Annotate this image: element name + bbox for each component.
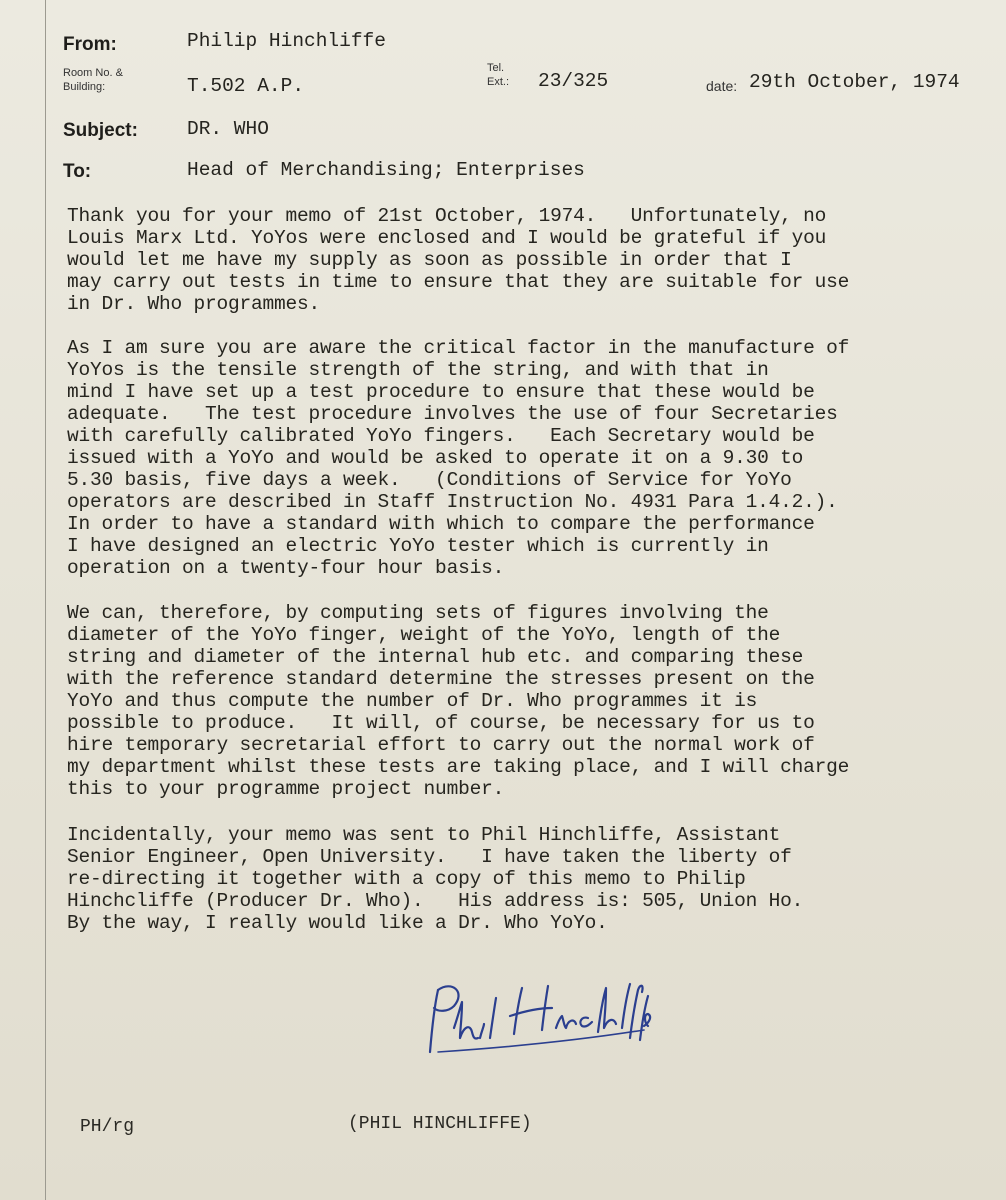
- body-paragraph-1: Thank you for your memo of 21st October, 1974. Unfortunately, no Louis Marx Ltd. YoYos were enclosed and I would be grateful if you would let me have my supply as soon as possible in order that I may carry out tests in time to ensure that they are suitable for use in Dr. Who programmes.: [67, 205, 850, 315]
- handwritten-signature: [418, 968, 653, 1063]
- margin-rule: [45, 0, 46, 1200]
- body-paragraph-2: As I am sure you are aware the critical factor in the manufacture of YoYos is the tensile strength of the string, and with that in mind I have set up a test procedure to ensure that these would be adequate. The test procedure involves the use of four Secretaries with carefully calibrated YoYo fingers. Each Secretary would be issued with a YoYo and would be asked to operate it on a 9.30 to 5.30 basis, five days a week. (Conditions of Service for YoYo operators are described in Staff Instruction No. 4931 Para 1.4.2.). In order to have a standard with which to compare the performance I have designed an electric YoYo tester which is currently in operation on a twenty-four hour basis.: [67, 337, 850, 579]
- subject-label: Subject:: [63, 120, 138, 141]
- date-label: date:: [706, 78, 738, 94]
- room-value: T.502 A.P.: [187, 75, 305, 97]
- tel-label-line2: Ext.:: [487, 76, 510, 88]
- room-label-line2: Building:: [63, 81, 106, 93]
- to-value: Head of Merchandising; Enterprises: [187, 159, 585, 181]
- typed-name: (PHIL HINCHLIFFE): [348, 1114, 532, 1134]
- date-value: 29th October, 1974: [749, 71, 960, 93]
- from-label: From:: [63, 34, 117, 55]
- from-value: Philip Hinchliffe: [187, 30, 386, 52]
- reference-initials: PH/rg: [80, 1117, 135, 1137]
- body-paragraph-3: We can, therefore, by computing sets of figures involving the diameter of the YoYo finger, weight of the YoYo, length of the string and diameter of the internal hub etc. and comparing these with the reference standard determine the stresses present on the YoYo and thus compute the number of Dr. Who programmes it is possible to produce. It will, of course, be necessary for us to hire temporary secretarial effort to carry out the normal work of my department whilst these tests are taking place, and I will charge this to your programme project number.: [67, 602, 850, 800]
- room-label-line1: Room No. &: [63, 67, 123, 79]
- to-label: To:: [63, 161, 92, 182]
- tel-label-line1: Tel.: [487, 62, 505, 74]
- body-paragraph-4: Incidentally, your memo was sent to Phil Hinchliffe, Assistant Senior Engineer, Open University. I have taken the liberty of re-directing it together with a copy of this memo to Philip Hinchcliffe (Producer Dr. Who). His address is: 505, Union Ho. By the way, I really would like a Dr. Who YoYo.: [67, 824, 804, 934]
- tel-value: 23/325: [538, 70, 609, 92]
- subject-value: DR. WHO: [187, 118, 269, 140]
